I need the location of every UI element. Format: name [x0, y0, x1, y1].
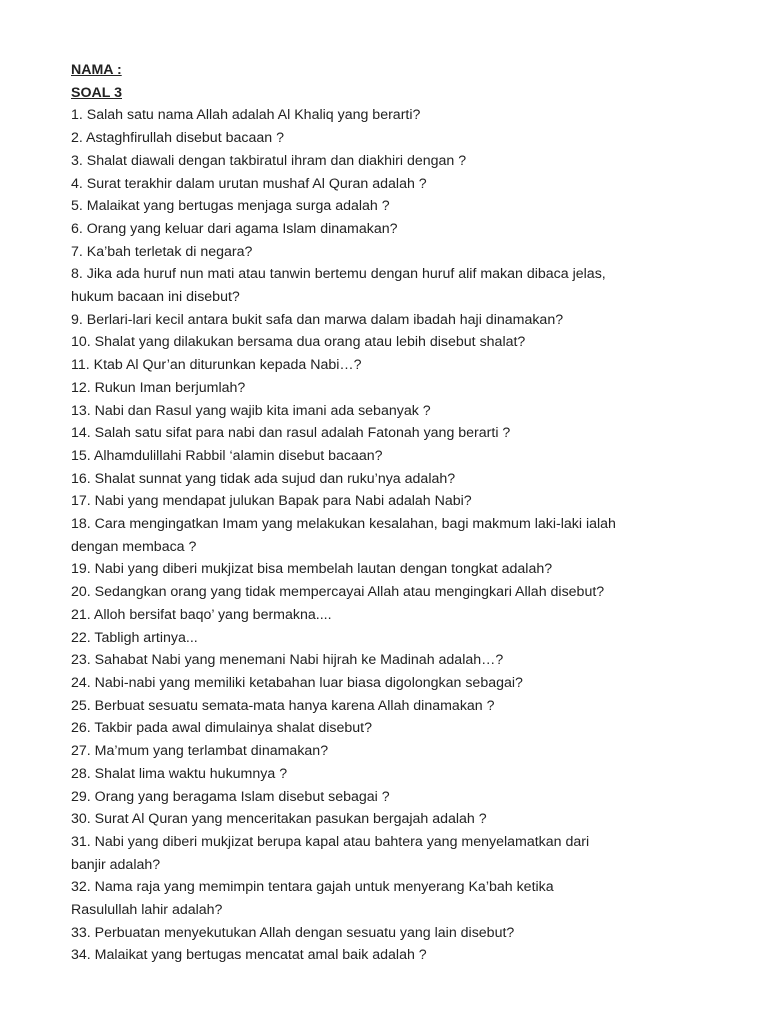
question-item [71, 627, 711, 650]
question-item [71, 763, 711, 786]
question-item [71, 695, 711, 718]
question-item [71, 468, 711, 491]
question-text: 34. Malaikat yang bertugas mencatat amal baik adalah ? [71, 947, 427, 964]
question-item [71, 808, 711, 831]
question-text: 7. Ka’bah terletak di negara? [71, 243, 253, 260]
question-item [71, 377, 711, 400]
question-text: 20. Sedangkan orang yang tidak mempercayai Allah atau mengingkari Allah disebut? [71, 584, 605, 601]
question-text: 26. Takbir pada awal dimulainya shalat disebut? [71, 720, 373, 737]
question-text: 5. Malaikat yang bertugas menjaga surga adalah ? [71, 198, 390, 215]
question-text: 30. Surat Al Quran yang menceritakan pasukan bergajah adalah ? [71, 811, 487, 828]
question-item [71, 944, 711, 967]
question-item [71, 876, 711, 921]
question-text: 22. Tabligh artinya... [71, 629, 198, 646]
question-item [71, 558, 711, 581]
question-item [71, 786, 711, 809]
question-text: 24. Nabi-nabi yang memiliki ketabahan luar biasa digolongkan sebagai? [71, 674, 523, 691]
question-text-continuation: Rasulullah lahir adalah? [71, 902, 223, 919]
question-text: 17. Nabi yang mendapat julukan Bapak para Nabi adalah Nabi? [71, 493, 472, 510]
question-text-continuation: dengan membaca ? [71, 538, 197, 555]
question-item [71, 649, 711, 672]
question-item [71, 490, 711, 513]
question-list [71, 104, 711, 967]
question-item [71, 331, 711, 354]
question-item [71, 672, 711, 695]
question-item [71, 241, 711, 264]
question-text: 12. Rukun Iman berjumlah? [71, 379, 246, 396]
question-text: 25. Berbuat sesuatu semata-mata hanya karena Allah dinamakan ? [71, 697, 495, 714]
question-text: 18. Cara mengingatkan Imam yang melakukan kesalahan, bagi makmum laki-laki ialah [71, 516, 616, 533]
question-item [71, 195, 711, 218]
nama-label: NAMA : [71, 62, 122, 78]
question-text: 11. Ktab Al Qur’an diturunkan kepada Nabi…? [71, 357, 362, 374]
question-text: 6. Orang yang keluar dari agama Islam dinamakan? [71, 220, 398, 237]
question-text: 19. Nabi yang diberi mukjizat bisa membelah lautan dengan tongkat adalah? [71, 561, 553, 578]
question-item [71, 445, 711, 468]
question-text: 13. Nabi dan Rasul yang wajib kita imani ada sebanyak ? [71, 402, 431, 419]
question-text: 32. Nama raja yang memimpin tentara gajah untuk menyerang Ka’bah ketika [71, 879, 554, 896]
question-item [71, 422, 711, 445]
question-item [71, 354, 711, 377]
question-text: 21. Alloh bersifat baqo’ yang bermakna.... [71, 606, 332, 623]
question-item [71, 150, 711, 173]
question-text: 4. Surat terakhir dalam urutan mushaf Al Quran adalah ? [71, 175, 427, 192]
question-item [71, 127, 711, 150]
question-item [71, 400, 711, 423]
question-text: 16. Shalat sunnat yang tidak ada sujud dan ruku’nya adalah? [71, 470, 456, 487]
question-text: 3. Shalat diawali dengan takbiratul ihram dan diakhiri dengan ? [71, 152, 467, 169]
question-item [71, 513, 711, 558]
question-text: 1. Salah satu nama Allah adalah Al Khaliq yang berarti? [71, 107, 421, 124]
question-item [71, 922, 711, 945]
question-text: 9. Berlari-lari kecil antara bukit safa dan marwa dalam ibadah haji dinamakan? [71, 311, 564, 328]
question-text: 28. Shalat lima waktu hukumnya ? [71, 765, 288, 782]
question-text: 8. Jika ada huruf nun mati atau tanwin bertemu dengan huruf alif makan dibaca jelas, [71, 266, 606, 283]
question-text: 29. Orang yang beragama Islam disebut sebagai ? [71, 788, 390, 805]
question-text-continuation: banjir adalah? [71, 856, 161, 873]
question-item [71, 173, 711, 196]
question-text: 2. Astaghfirullah disebut bacaan ? [71, 130, 284, 147]
question-item [71, 309, 711, 332]
question-text: 15. Alhamdulillahi Rabbil ‘alamin disebut bacaan? [71, 447, 383, 464]
question-item [71, 717, 711, 740]
question-item [71, 740, 711, 763]
question-item [71, 263, 711, 308]
document-page [71, 59, 711, 967]
question-item [71, 218, 711, 241]
question-text-continuation: hukum bacaan ini disebut? [71, 289, 240, 306]
question-item [71, 104, 711, 127]
question-text: 23. Sahabat Nabi yang menemani Nabi hijrah ke Madinah adalah…? [71, 652, 504, 669]
question-item [71, 831, 711, 876]
question-text: 31. Nabi yang diberi mukjizat berupa kapal atau bahtera yang menyelamatkan dari [71, 833, 590, 850]
question-item [71, 604, 711, 627]
question-text: 14. Salah satu sifat para nabi dan rasul adalah Fatonah yang berarti ? [71, 425, 511, 442]
soal-label: SOAL 3 [71, 84, 122, 101]
question-text: 10. Shalat yang dilakukan bersama dua orang atau lebih disebut shalat? [71, 334, 526, 351]
question-text: 27. Ma’mum yang terlambat dinamakan? [71, 743, 329, 760]
question-text: 33. Perbuatan menyekutukan Allah dengan sesuatu yang lain disebut? [71, 924, 515, 941]
question-item [71, 581, 711, 604]
